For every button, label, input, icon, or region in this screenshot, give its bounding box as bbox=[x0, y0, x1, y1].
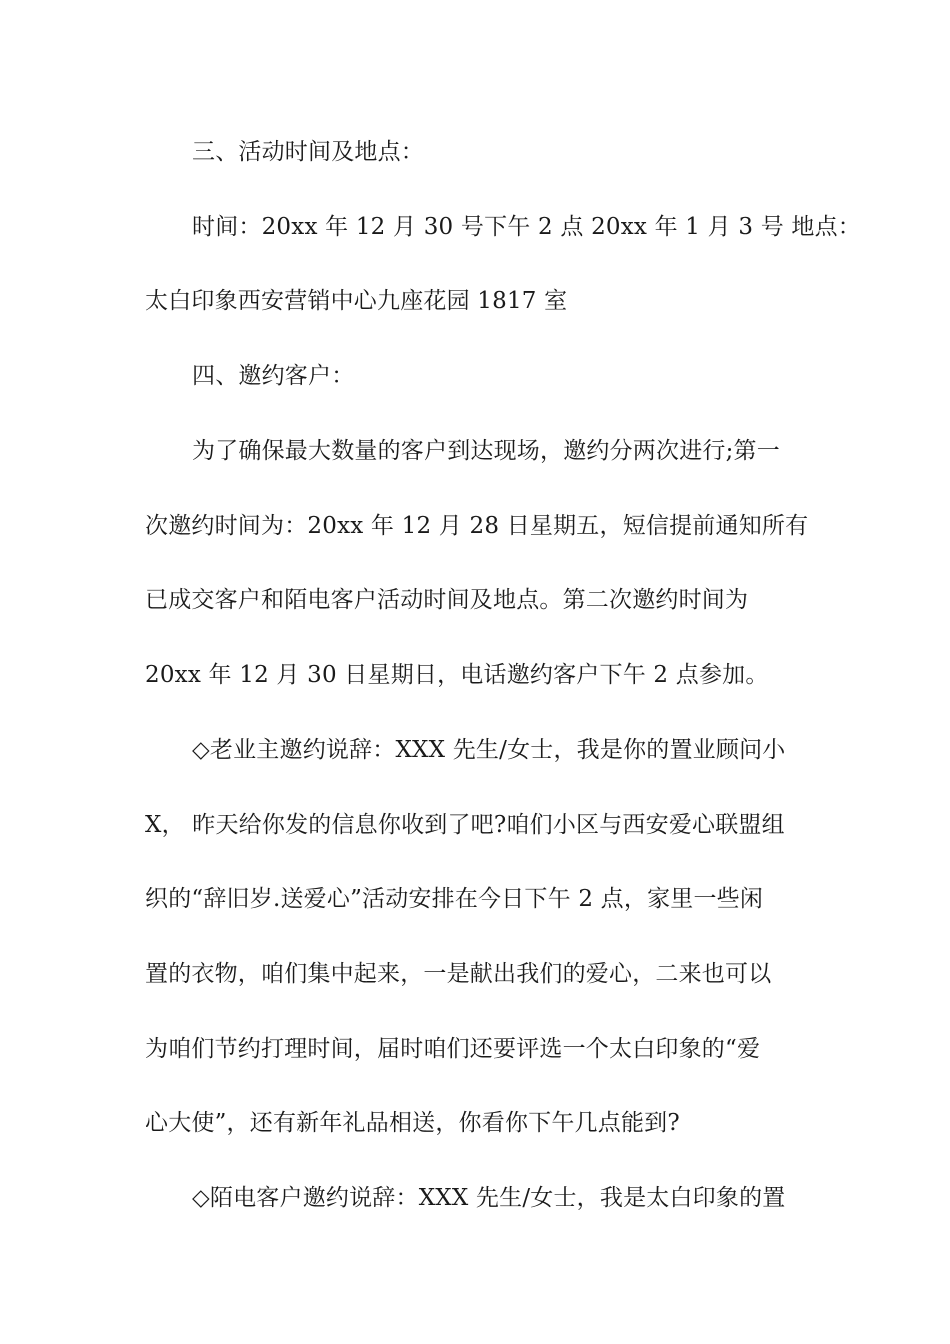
paragraph-line: 20xx 年 12 月 30 日星期日，电话邀约客户下午 2 点参加。 bbox=[145, 662, 769, 688]
paragraph-line: 时间：20xx 年 12 月 30 号下午 2 点 20xx 年 1 月 3 号 地点： bbox=[192, 214, 862, 240]
section-heading-invite-customers: 四、邀约客户： bbox=[192, 363, 355, 389]
paragraph-line: 太白印象西安营销中心九座花园 1817 室 bbox=[145, 288, 568, 314]
paragraph-line: 置的衣物，咱们集中起来，一是献出我们的爱心，二来也可以 bbox=[145, 961, 772, 987]
paragraph-line: ◇老业主邀约说辞：XXX 先生/女士，我是你的置业顾问小 bbox=[192, 737, 786, 763]
paragraph-line: 织的“辞旧岁.送爱心”活动安排在今日下午 2 点，家里一些闲 bbox=[145, 886, 764, 912]
paragraph-line: 为了确保最大数量的客户到达现场，邀约分两次进行;第一 bbox=[192, 438, 780, 464]
paragraph-line: ◇陌电客户邀约说辞：XXX 先生/女士，我是太白印象的置 bbox=[192, 1185, 786, 1211]
paragraph-line: 心大使”，还有新年礼品相送，你看你下午几点能到? bbox=[145, 1110, 680, 1136]
section-heading-time-location: 三、活动时间及地点： bbox=[192, 139, 424, 165]
paragraph-line: X， 昨天给你发的信息你收到了吧?咱们小区与西安爱心联盟组 bbox=[145, 812, 785, 838]
paragraph-line: 次邀约时间为：20xx 年 12 月 28 日星期五，短信提前通知所有 bbox=[145, 513, 809, 539]
paragraph-line: 已成交客户和陌电客户活动时间及地点。第二次邀约时间为 bbox=[145, 587, 749, 613]
paragraph-line: 为咱们节约打理时间，届时咱们还要评选一个太白印象的“爱 bbox=[145, 1036, 761, 1062]
